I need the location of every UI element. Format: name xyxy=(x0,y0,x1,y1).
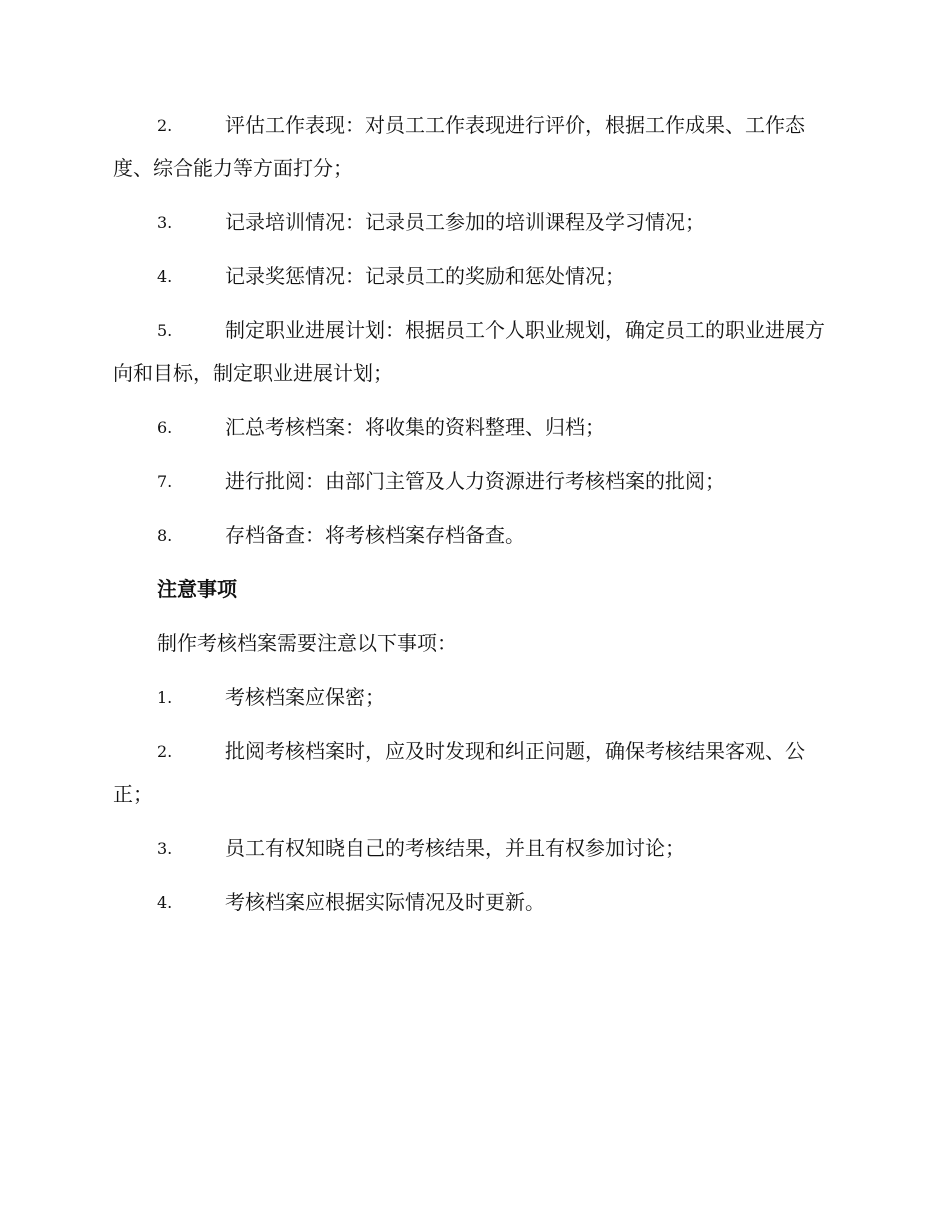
list-item xyxy=(113,104,832,190)
list-item-text: 记录奖惩情况：记录员工的奖励和惩处情况； xyxy=(225,264,625,288)
list-item-text: 存档备查：将考核档案存档备查。 xyxy=(225,523,525,547)
list-item xyxy=(113,730,832,816)
list-item-number: 4. xyxy=(157,267,173,286)
section-heading: 注意事项 xyxy=(157,577,237,601)
list-item-text: 员工有权知晓自己的考核结果，并且有权参加讨论； xyxy=(225,836,685,860)
list-item-text: 记录培训情况：记录员工参加的培训课程及学习情况； xyxy=(225,210,705,234)
list-item-text: 汇总考核档案：将收集的资料整理、归档； xyxy=(225,415,605,439)
list-item xyxy=(113,676,832,719)
list-item xyxy=(113,514,832,557)
list-item-text: 制定职业进展计划：根据员工个人职业规划，确定员工的职业进展方向和目标，制定职业进展计划； xyxy=(113,318,825,385)
list-item-text: 批阅考核档案时，应及时发现和纠正问题，确保考核结果客观、公正； xyxy=(113,739,805,806)
list-item-number: 4. xyxy=(157,893,173,912)
list-item-text: 进行批阅：由部门主管及人力资源进行考核档案的批阅； xyxy=(225,469,725,493)
list-item-number: 1. xyxy=(157,688,173,707)
list-item-number: 7. xyxy=(157,472,173,491)
list-item-text: 评估工作表现：对员工工作表现进行评价，根据工作成果、工作态度、综合能力等方面打分； xyxy=(113,113,805,180)
list-item xyxy=(113,460,832,503)
list-item xyxy=(113,255,832,298)
list-item-number: 3. xyxy=(157,839,173,858)
list-item xyxy=(113,406,832,449)
list-item xyxy=(113,309,832,395)
list-item xyxy=(113,201,832,244)
list-item-number: 5. xyxy=(157,321,173,340)
list-item-text: 考核档案应根据实际情况及时更新。 xyxy=(225,890,545,914)
list-item xyxy=(113,827,832,870)
list-item-number: 2. xyxy=(157,742,173,761)
list-item-number: 3. xyxy=(157,213,173,232)
list-item xyxy=(113,881,832,924)
list-item-number: 6. xyxy=(157,418,173,437)
list-item-text: 考核档案应保密； xyxy=(225,685,385,709)
section-intro: 制作考核档案需要注意以下事项： xyxy=(157,631,457,655)
list-item-number: 8. xyxy=(157,526,173,545)
list-item-number: 2. xyxy=(157,116,173,135)
